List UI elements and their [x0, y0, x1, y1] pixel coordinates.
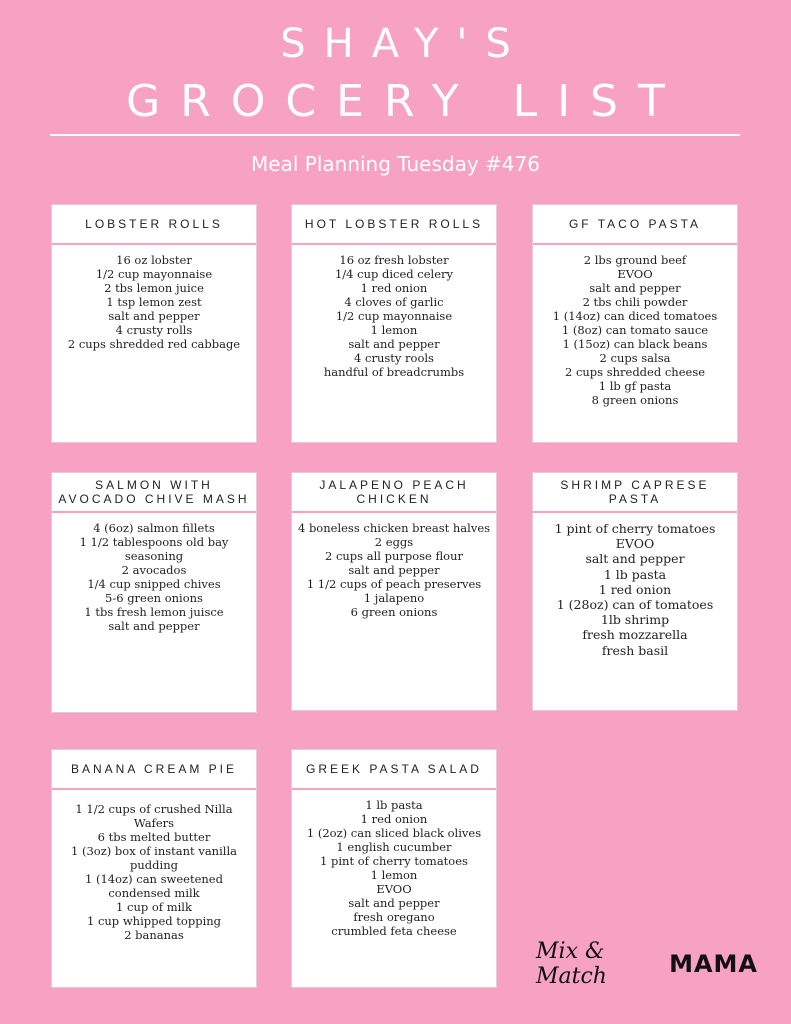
ingredient-item: 4 (6oz) salmon fillets — [93, 521, 215, 535]
ingredient-item: 6 tbs melted butter — [97, 830, 211, 844]
ingredient-item: 2 avocados — [121, 563, 187, 577]
card-title: JALAPENO PEACH CHICKEN — [292, 473, 496, 513]
ingredient-item: 1 lb pasta — [365, 798, 423, 812]
ingredient-item: 2 cups all purpose flour — [324, 549, 464, 563]
ingredient-item: 1 (15oz) can black beans — [562, 337, 708, 351]
card-title: GF TACO PASTA — [533, 205, 737, 245]
ingredient-item: 1 (14oz) can sweetened condensed milk — [85, 872, 223, 900]
ingredient-list — [52, 513, 256, 633]
ingredient-item: 2 eggs — [374, 535, 414, 549]
ingredient-item: 1 english cucumber — [336, 840, 452, 854]
ingredient-item: crumbled feta cheese — [331, 924, 457, 938]
ingredient-item: 1 lb pasta — [603, 566, 667, 582]
ingredient-item: 1/2 cup mayonnaise — [335, 309, 453, 323]
ingredient-item: EVOO — [376, 882, 412, 896]
ingredient-item: EVOO — [615, 536, 655, 552]
recipe-card-greek-pasta-salad — [291, 749, 497, 988]
ingredient-item: 4 crusty rools — [354, 351, 434, 365]
logo-script-text: Mix & Match — [536, 939, 607, 989]
ingredient-item: 1 red onion — [360, 281, 428, 295]
ingredient-item: 1 red onion — [360, 812, 428, 826]
ingredient-item: fresh basil — [601, 642, 669, 658]
ingredient-item: 2 bananas — [124, 928, 184, 942]
ingredient-item: 16 oz lobster — [116, 253, 192, 267]
ingredient-item: 1 (28oz) can of tomatoes — [556, 597, 714, 613]
ingredient-item: 1 lemon — [370, 323, 418, 337]
recipe-card-lobster-rolls — [51, 204, 257, 443]
ingredient-item: 1 lemon — [370, 868, 418, 882]
ingredient-item: handful of breadcrumbs — [323, 365, 465, 379]
ingredient-item: 1/4 cup diced celery — [334, 267, 454, 281]
ingredient-item: 2 cups shredded cheese — [564, 365, 706, 379]
card-title: SHRIMP CAPRESE PASTA — [533, 473, 737, 513]
ingredient-list — [52, 245, 256, 351]
ingredient-item: 1/4 cup snipped chives — [87, 577, 221, 591]
card-title: LOBSTER ROLLS — [52, 205, 256, 245]
ingredient-item: 2 tbs chili powder — [582, 295, 688, 309]
title-line-1: SHAY'S — [280, 21, 529, 67]
recipe-card-gf-taco-pasta — [532, 204, 738, 443]
ingredient-list — [533, 513, 737, 658]
logo-bold-text: MAMA — [669, 950, 758, 978]
ingredient-item: 4 crusty rolls — [115, 323, 193, 337]
ingredient-item: 4 boneless chicken breast halves — [297, 521, 491, 535]
ingredient-item: 1 (14oz) can diced tomatoes — [552, 309, 718, 323]
ingredient-item: EVOO — [617, 267, 653, 281]
brand-logo — [536, 939, 758, 989]
ingredient-item: 1 1/2 cups of peach preserves — [306, 577, 482, 591]
ingredient-item: salt and pepper — [108, 309, 200, 323]
ingredient-item: salt and pepper — [589, 281, 681, 295]
ingredient-item: 8 green onions — [591, 393, 679, 407]
ingredient-item: 5-6 green onions — [105, 591, 203, 605]
recipe-card-shrimp-caprese-pasta — [532, 472, 738, 711]
ingredient-item: 1 (3oz) box of instant vanilla pudding — [71, 844, 237, 872]
ingredient-list — [533, 245, 737, 407]
card-title: BANANA CREAM PIE — [52, 750, 256, 790]
card-title: HOT LOBSTER ROLLS — [292, 205, 496, 245]
ingredient-item: 1lb shrimp — [600, 612, 670, 628]
ingredient-item: 1 tbs fresh lemon juisce — [84, 605, 224, 619]
ingredient-list — [292, 513, 496, 619]
recipe-card-salmon — [51, 472, 257, 713]
ingredient-item: 1 pint of cherry tomatoes — [320, 854, 468, 868]
ingredient-item: salt and pepper — [348, 896, 440, 910]
ingredient-item: 1 cup of milk — [116, 900, 192, 914]
ingredient-item: 1 red onion — [598, 581, 672, 597]
ingredient-item: 16 oz fresh lobster — [339, 253, 449, 267]
ingredient-item: 2 tbs lemon juice — [104, 281, 204, 295]
ingredient-item: 2 cups shredded red cabbage — [67, 337, 241, 351]
ingredient-item: 1 jalapeno — [363, 591, 425, 605]
ingredient-item: 1 (2oz) can sliced black olives — [306, 826, 482, 840]
title-line-2: GROCERY LIST — [126, 76, 685, 127]
ingredient-list — [292, 245, 496, 379]
ingredient-item: 1 1/2 cups of crushed Nilla Wafers — [75, 802, 233, 830]
recipe-card-hot-lobster-rolls — [291, 204, 497, 443]
ingredient-item: salt and pepper — [348, 563, 440, 577]
card-title: SALMON WITH AVOCADO CHIVE MASH — [52, 473, 256, 513]
card-title: GREEK PASTA SALAD — [292, 750, 496, 790]
subtitle: Meal Planning Tuesday #476 — [251, 152, 540, 176]
ingredient-item: salt and pepper — [108, 619, 200, 633]
recipe-card-banana-cream-pie — [51, 749, 257, 988]
ingredient-item: fresh oregano — [353, 910, 435, 924]
recipe-card-jalapeno-peach-chicken — [291, 472, 497, 711]
ingredient-list — [52, 790, 256, 942]
ingredient-item: 1 cup whipped topping — [86, 914, 222, 928]
ingredient-item: 1 lb gf pasta — [598, 379, 672, 393]
ingredient-item: 1 tsp lemon zest — [106, 295, 202, 309]
ingredient-item: fresh mozzarella — [582, 627, 688, 643]
title-divider — [50, 134, 740, 136]
ingredient-item: salt and pepper — [585, 551, 685, 567]
ingredient-item: 2 cups salsa — [599, 351, 671, 365]
ingredient-list — [292, 790, 496, 938]
ingredient-item: 1 (8oz) can tomato sauce — [561, 323, 709, 337]
ingredient-item: 2 lbs ground beef — [583, 253, 687, 267]
ingredient-item: 1 pint of cherry tomatoes — [554, 521, 716, 536]
ingredient-item: 6 green onions — [350, 605, 438, 619]
ingredient-item: salt and pepper — [348, 337, 440, 351]
ingredient-item: 1 1/2 tablespoons old bay seasoning — [79, 535, 229, 563]
ingredient-item: 1/2 cup mayonnaise — [95, 267, 213, 281]
ingredient-item: 4 cloves of garlic — [344, 295, 444, 309]
